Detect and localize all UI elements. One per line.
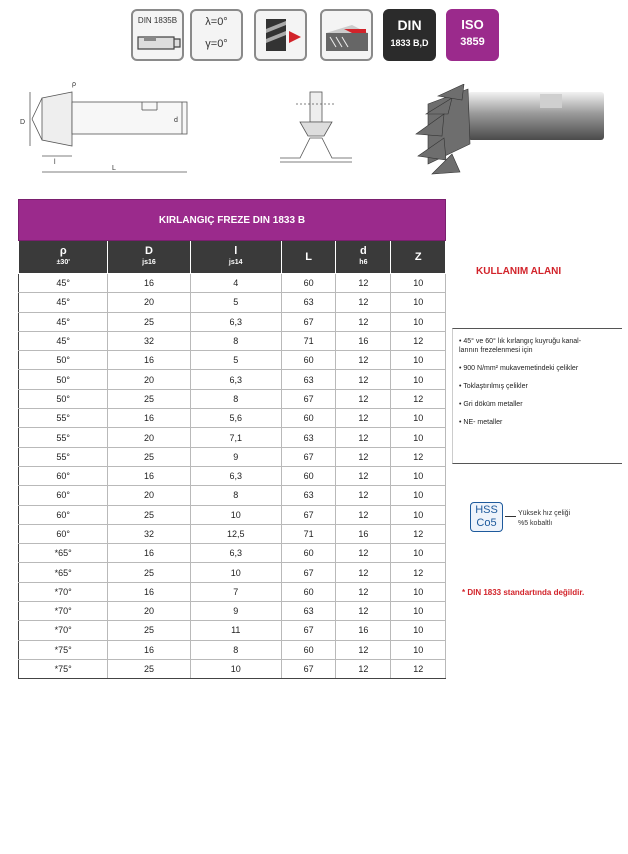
column-header-label: D [145,245,153,257]
table-row [19,486,446,505]
table-row [19,621,446,640]
table-cell: 10 [391,274,446,293]
table-cell: *75° [19,659,108,678]
dim-D-label: D [20,119,26,126]
table-cell: 12 [336,389,391,408]
table-cell: 60° [19,524,108,543]
column-header-label: ρ [59,245,67,257]
table-cell: 12 [336,505,391,524]
table-cell: 20 [108,370,190,389]
column-header [281,241,335,274]
table-cell: 12 [336,544,391,563]
column-header-tolerance: js16 [142,259,156,266]
column-header-label: Z [414,250,422,263]
table-cell: 10 [391,602,446,621]
table-cell: 8 [190,331,281,350]
table-cell: 8 [190,389,281,408]
table-cell: 12 [336,312,391,331]
gamma-angle: γ=0° [205,38,228,50]
table-cell: 60 [281,409,335,428]
table-cell: 67 [281,563,335,582]
cutting-edge-icon [322,11,371,59]
table-cell: 8 [190,640,281,659]
table-cell: 12 [336,274,391,293]
dovetail-cutter-image [408,84,608,184]
table-cell: 50° [19,351,108,370]
table-row [19,505,446,524]
table-cell: 10 [391,486,446,505]
table-cell: 12 [336,659,391,678]
table-cell: 20 [108,486,190,505]
table-cell: 63 [281,428,335,447]
table-cell: 67 [281,447,335,466]
table-cell: 60 [281,466,335,485]
column-header [391,241,446,274]
table-cell: 10 [391,466,446,485]
cut-direction-badge [254,9,307,61]
din-badge [383,9,436,61]
usage-item: • NE- metaller [459,419,503,426]
table-cell: 12 [336,293,391,312]
table-cell: 12 [336,409,391,428]
table-cell: 12 [391,659,446,678]
table-cell: 60° [19,466,108,485]
column-header-label: l [234,245,238,257]
table-cell: 63 [281,293,335,312]
column-header-tolerance: js14 [228,259,243,266]
table-cell: 16 [336,524,391,543]
usage-list-box [452,328,622,464]
table-row [19,602,446,621]
table-row [19,524,446,543]
table-cell: 67 [281,389,335,408]
table-row [19,466,446,485]
table-row [19,428,446,447]
table-cell: 5 [190,351,281,370]
table-cell: 16 [108,544,190,563]
table-cell: 10 [391,409,446,428]
rho-label: ρ [72,81,76,88]
angle-badge [190,9,243,61]
table-cell: 7 [190,582,281,601]
table-cell: 25 [108,659,190,678]
table-cell: 20 [108,428,190,447]
table-cell: 5 [190,293,281,312]
material-description [518,509,570,529]
table-title: KIRLANGIÇ FREZE DIN 1833 B [19,200,446,241]
table-cell: 16 [108,466,190,485]
table-cell: 20 [108,293,190,312]
table-cell: 55° [19,428,108,447]
cutter-direction-icon [256,11,305,59]
table-cell: 60 [281,544,335,563]
material-badge [320,9,373,61]
column-header-tolerance: ±30' [56,259,70,266]
table-cell: 67 [281,505,335,524]
table-cell: 71 [281,331,335,350]
iso-badge [446,9,499,61]
table-cell: 10 [391,505,446,524]
dim-l-label: l [54,159,56,166]
material-desc-line2: %5 kobaltlı [518,520,553,527]
table-cell: 16 [108,582,190,601]
table-cell: 67 [281,659,335,678]
table-cell: 50° [19,370,108,389]
table-row [19,274,446,293]
din1835b-label: DIN 1835B [137,16,178,25]
column-header [19,241,108,274]
lambda-angle: λ=0° [205,16,228,28]
table-header-row [19,241,446,274]
din-badge-sub: 1833 B,D [390,38,429,48]
table-cell: 9 [190,447,281,466]
table-cell: 10 [391,544,446,563]
table-cell: 60 [281,640,335,659]
table-cell: 12 [336,447,391,466]
table-row [19,544,446,563]
table-cell: 12 [336,351,391,370]
usage-title: KULLANIM ALANI [476,266,562,277]
table-cell: 6,3 [190,370,281,389]
table-cell: 16 [336,621,391,640]
table-cell: 63 [281,370,335,389]
table-cell: *70° [19,582,108,601]
table-cell: 16 [108,274,190,293]
table-cell: 6,3 [190,544,281,563]
table-cell: 10 [190,563,281,582]
table-row [19,582,446,601]
iso-badge-sub: 3859 [460,36,485,48]
table-cell: 60° [19,486,108,505]
table-body [19,274,446,679]
table-cell: 25 [108,447,190,466]
usage-item: • Gri döküm metaller [459,401,523,408]
table-cell: 67 [281,621,335,640]
table-cell: 10 [391,621,446,640]
table-row [19,659,446,678]
table-cell: 25 [108,312,190,331]
table-cell: 60° [19,505,108,524]
table-cell: 10 [391,640,446,659]
table-cell: 12 [391,389,446,408]
table-cell: 60 [281,274,335,293]
material-desc-line1: Yüksek hız çeliği [518,510,571,517]
table-cell: 12 [391,524,446,543]
table-cell: *65° [19,563,108,582]
shank-icon [134,31,183,55]
table-row [19,331,446,350]
table-cell: 12 [336,370,391,389]
arrow-icon [505,516,516,517]
column-header-label: L [305,250,312,263]
table-cell: 60 [281,351,335,370]
usage-item: • Toklaştırılmış çelikler [459,383,528,390]
table-cell: 10 [391,351,446,370]
column-header [190,241,281,274]
table-cell: *65° [19,544,108,563]
table-cell: 32 [108,331,190,350]
table-cell: 20 [108,602,190,621]
table-cell: 12 [336,602,391,621]
column-header [336,241,391,274]
table-cell: 25 [108,505,190,524]
table-cell: 63 [281,486,335,505]
table-row [19,370,446,389]
table-cell: 45° [19,293,108,312]
table-cell: 45° [19,312,108,331]
din-badge-title: DIN [397,17,422,33]
dim-d-label: d [174,117,178,124]
table-row [19,563,446,582]
table-cell: 10 [190,505,281,524]
table-cell: 55° [19,447,108,466]
dovetail-cut-drawing [276,86,356,166]
table-cell: 60 [281,582,335,601]
table-cell: 12 [336,640,391,659]
table-cell: 67 [281,312,335,331]
table-cell: 10 [391,312,446,331]
co5-label: Co5 [476,517,497,529]
table-row [19,293,446,312]
usage-item: • 900 N/mm² mukavemetindeki çelikler [459,365,579,372]
table-row [19,447,446,466]
table-row [19,389,446,408]
table-cell: 16 [336,331,391,350]
din1835b-badge [131,9,184,61]
table-cell: 6,3 [190,312,281,331]
hss-label: HSS [475,504,498,516]
table-cell: 55° [19,409,108,428]
table-cell: *75° [19,640,108,659]
table-cell: 10 [391,582,446,601]
hss-co5-badge [470,502,503,532]
table-cell: *70° [19,621,108,640]
standard-footnote: * DIN 1833 standartında değildir. [462,588,585,597]
table-cell: 10 [391,428,446,447]
table-cell: 12 [336,428,391,447]
table-cell: 12 [391,563,446,582]
column-header-tolerance: h6 [359,259,368,266]
table-row [19,409,446,428]
usage-item: • 45° ve 60° lık kırlangıç kuyruğu kanal- larının frezelenmesi için [459,338,582,354]
table-cell: 71 [281,524,335,543]
table-cell: 45° [19,274,108,293]
table-cell: 12 [336,466,391,485]
column-header-label: d [360,245,367,257]
iso-badge-title: ISO [461,17,484,32]
table-cell: 45° [19,331,108,350]
column-header [108,241,190,274]
table-row [19,640,446,659]
table-cell: 10 [190,659,281,678]
table-cell: 12 [391,331,446,350]
table-cell: 12 [336,582,391,601]
table-cell: 11 [190,621,281,640]
table-cell: 12 [391,447,446,466]
table-cell: 7,1 [190,428,281,447]
table-cell: 50° [19,389,108,408]
table-cell: 16 [108,409,190,428]
table-cell: *70° [19,602,108,621]
table-cell: 4 [190,274,281,293]
table-cell: 25 [108,389,190,408]
table-row [19,312,446,331]
dimensions-table [18,199,446,679]
table-cell: 16 [108,640,190,659]
table-cell: 25 [108,563,190,582]
table-cell: 6,3 [190,466,281,485]
table-cell: 12 [336,486,391,505]
table-cell: 10 [391,293,446,312]
table-cell: 12,5 [190,524,281,543]
usage-list [453,329,622,427]
technical-drawing [12,76,192,181]
table-cell: 32 [108,524,190,543]
table-cell: 5,6 [190,409,281,428]
table-cell: 9 [190,602,281,621]
table-cell: 8 [190,486,281,505]
table-row [19,351,446,370]
table-cell: 12 [336,563,391,582]
table-cell: 63 [281,602,335,621]
table-cell: 10 [391,370,446,389]
table-cell: 16 [108,351,190,370]
table-cell: 25 [108,621,190,640]
dim-L-label: L [112,165,116,172]
